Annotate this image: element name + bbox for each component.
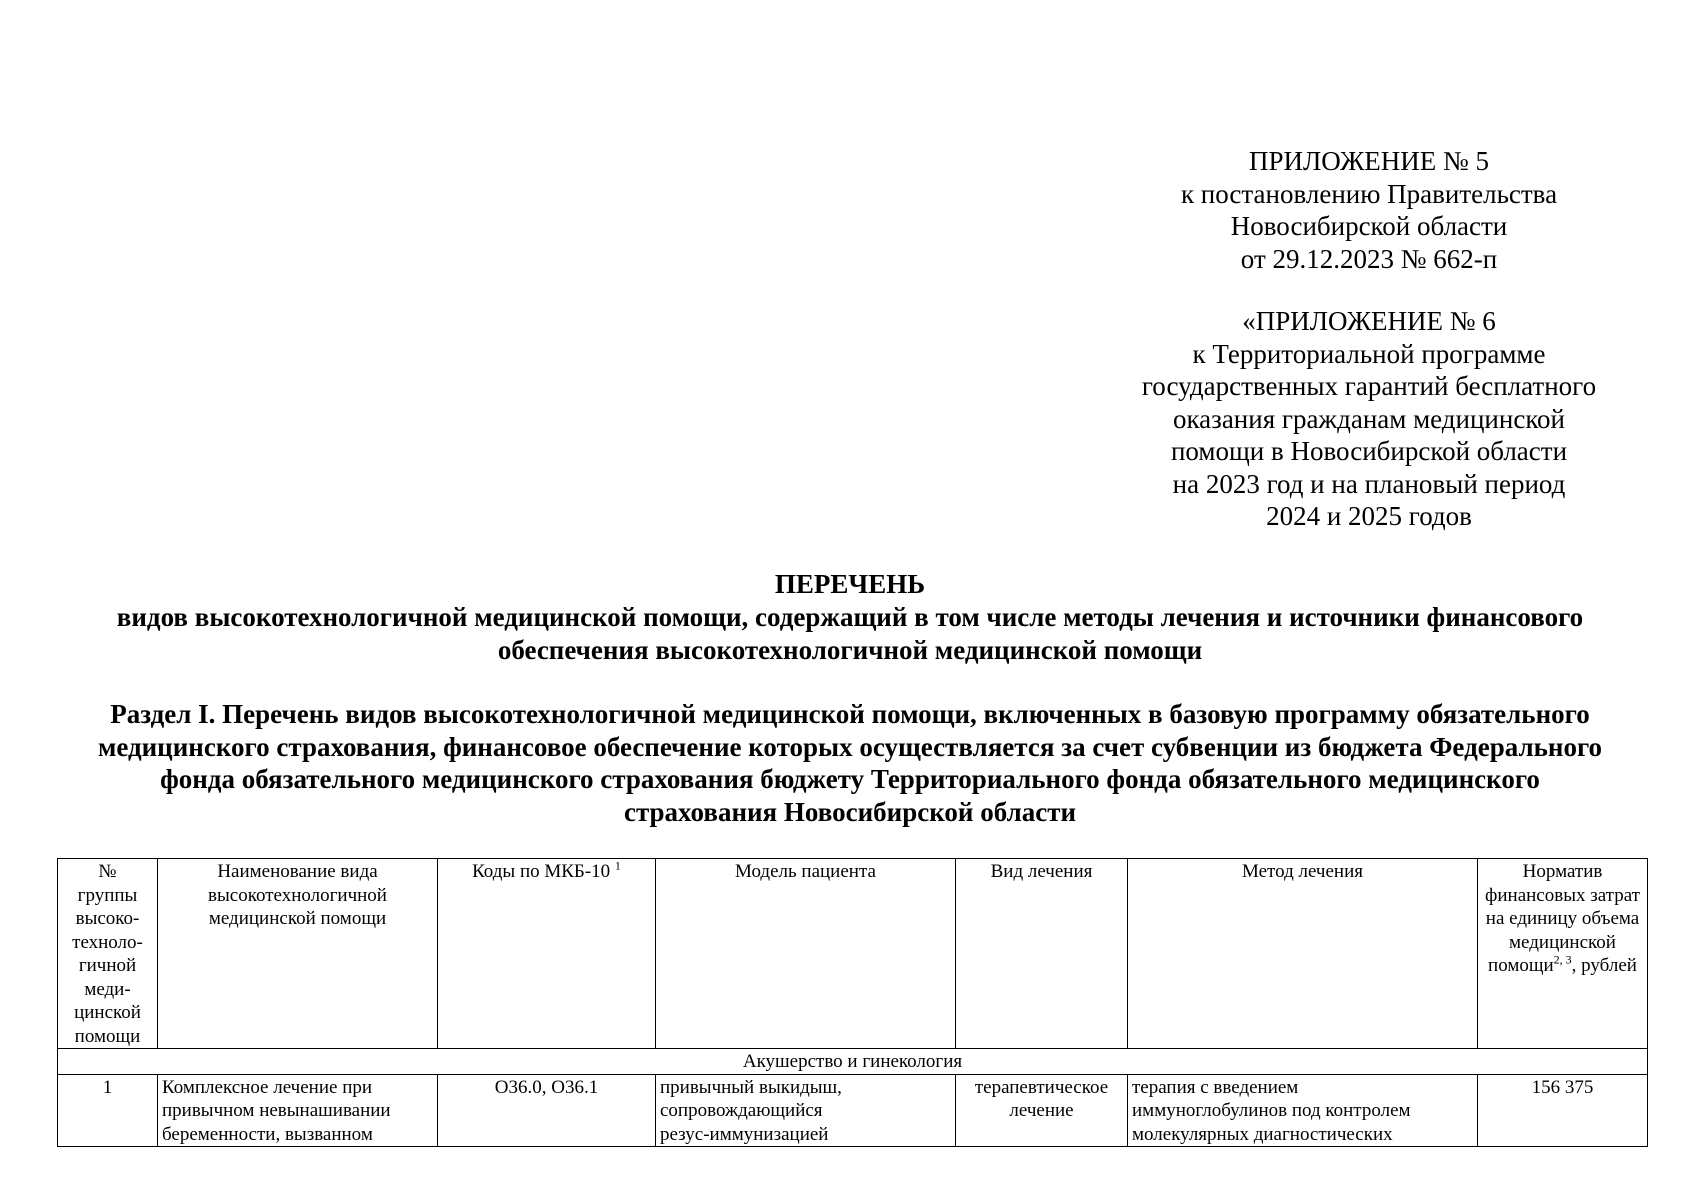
inner-appendix-line: государственных гарантий бесплатного <box>1141 371 1597 401</box>
inner-appendix-line: 2024 и 2025 годов <box>1266 501 1472 531</box>
inner-appendix-line: оказания гражданам медицинской <box>1172 403 1566 434</box>
cell-treatment-method: терапия с введением иммуноглобулинов под контролем молекулярных диагностических <box>1128 1074 1478 1147</box>
title-line: видов высокотехнологичной медицинской помощи, содержащий в том числе методы лечения и источники финансового <box>116 602 1584 632</box>
table-row <box>58 1074 1648 1147</box>
document-title <box>60 568 1640 667</box>
inner-appendix-line: помощи в Новосибирской области <box>1170 436 1568 466</box>
table-section-row <box>58 1049 1648 1075</box>
section-line: фонда обязательного медицинского страхования бюджету Территориального фонда обязательного медицинского <box>160 764 1540 794</box>
hmc-table <box>57 858 1648 1147</box>
cell-treatment-type: терапевтическое лечение <box>956 1074 1128 1147</box>
header-icd-codes: Коды по МКБ-10 $^1$ <box>438 859 656 1049</box>
header-patient-model: Модель пациента <box>656 859 956 1049</box>
appendix-line: ПРИЛОЖЕНИЕ № 5 <box>1248 146 1490 176</box>
cell-group-no: 1 <box>58 1074 158 1147</box>
cell-cost-norm: 156 375 <box>1478 1074 1648 1147</box>
cell-icd-codes: O36.0, O36.1 <box>438 1074 656 1147</box>
header-treatment-method: Метод лечения <box>1128 859 1478 1049</box>
title-line: обеспечения высокотехнологичной медицинской помощи <box>497 635 1203 665</box>
table-header-row <box>58 859 1648 1049</box>
header-cost-norm: Норматив финансовых затрат на единицу объема медицинской помощи$^{2, 3}$, рублей <box>1478 859 1648 1049</box>
inner-appendix-line: «ПРИЛОЖЕНИЕ № 6 <box>1242 306 1496 336</box>
cell-type-name: Комплексное лечение при привычном невынашивании беременности, вызванном <box>158 1074 438 1147</box>
cell-patient-model: привычный выкидыш, сопровождающийся резус-иммунизацией <box>656 1074 956 1147</box>
inner-appendix-line: к Территориальной программе <box>1192 338 1546 369</box>
section-row-label: Акушерство и гинекология <box>58 1049 1648 1075</box>
appendix-line: от 29.12.2023 № 662-п <box>1240 243 1498 274</box>
section-line: медицинского страхования, финансовое обеспечение которых осуществляется за счет субвенции из бюджета Федерального <box>97 731 1603 762</box>
appendix-line: к постановлению Правительства <box>1180 178 1558 209</box>
header-type-name: Наименование вида высокотехнологичной медицинской помощи <box>158 859 438 1049</box>
inner-appendix-line: на 2023 год и на плановый период <box>1172 468 1566 499</box>
appendix-line: Новосибирской области <box>1230 211 1508 241</box>
footnote-marker: 2, 3 <box>1553 952 1572 967</box>
section-line: Раздел I. Перечень видов высокотехнологичной медицинской помощи, включенных в базовую программу обязательного <box>110 699 1590 729</box>
title-heading: ПЕРЕЧЕНЬ <box>774 569 926 599</box>
appendix-header <box>1089 145 1649 533</box>
footnote-marker: 1 <box>614 858 621 873</box>
header-group-no: № группы высоко- техноло- гичной меди- цинской помощи <box>58 859 158 1049</box>
header-treatment-type: Вид лечения <box>956 859 1128 1049</box>
section-title <box>60 698 1640 828</box>
section-line: страхования Новосибирской области <box>623 796 1077 827</box>
